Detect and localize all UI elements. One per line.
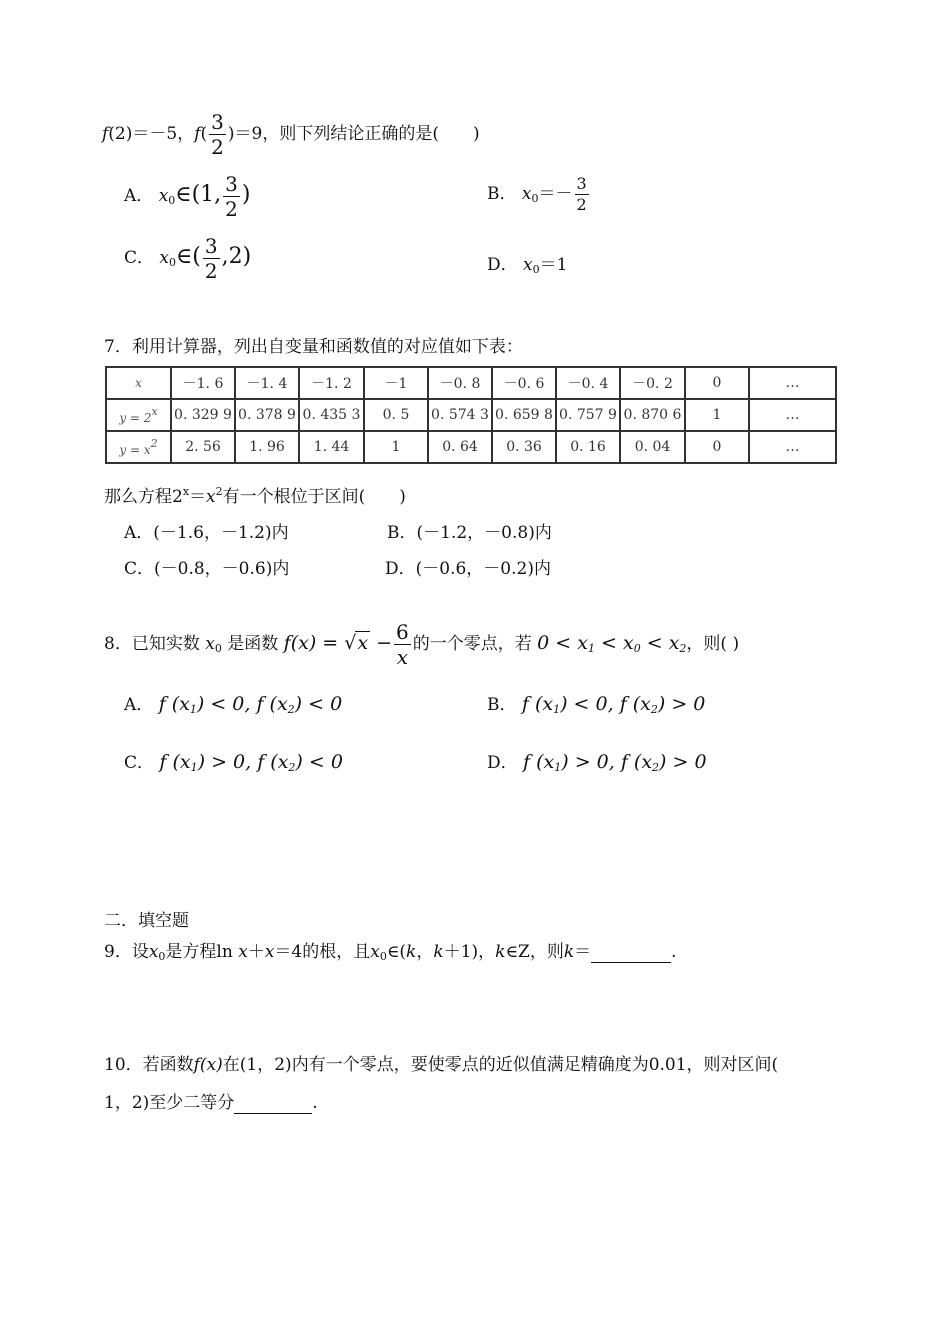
table-cell: －0. 6 [492, 367, 556, 399]
q6-option-d[interactable]: D． $x_0=1$ [487, 255, 568, 276]
table-cell: －1. 4 [235, 367, 299, 399]
table-cell: －0. 2 [620, 367, 685, 399]
row-label-y1: $y = 2^x$ [106, 399, 171, 431]
table-cell: －0. 4 [556, 367, 620, 399]
q7-option-c[interactable]: C．(－0.8，－0.6)内 [124, 559, 290, 579]
table-cell: … [749, 367, 836, 399]
table-cell: 2. 56 [171, 431, 235, 463]
table-cell: －1 [364, 367, 428, 399]
table-cell: －1. 6 [171, 367, 235, 399]
q9-answer-blank[interactable] [591, 942, 671, 963]
table-cell: 0. 5 [364, 399, 428, 431]
table-cell: 0 [685, 367, 749, 399]
table-cell: 1 [364, 431, 428, 463]
q9-stem: 9．设$x_0$是方程ln x＋x＝4的根，且$x_0\in(k$，k＋1)，k∈Z，则k＝ . [104, 942, 677, 963]
table-cell: 0. 329 9 [171, 399, 235, 431]
q8-option-d[interactable]: D． f $(x_1) > 0$, f $(x_2) > 0$ [487, 751, 707, 774]
table-cell: … [749, 431, 836, 463]
q7-option-b[interactable]: B．(－1.2，－0.8)内 [387, 523, 552, 543]
q8-option-b[interactable]: B． f $(x_1) < 0$, f $(x_2) > 0$ [487, 693, 706, 716]
table-cell: 0 [685, 431, 749, 463]
table-cell: 0. 870 6 [620, 399, 685, 431]
q6-option-a[interactable]: A． $x_0\in(1$, $\frac{3}{2}$ ) [124, 172, 251, 221]
q7-stem: 7．利用计算器，列出自变量和函数值的对应值如下表： [104, 337, 523, 357]
table-cell: 0. 378 9 [235, 399, 299, 431]
q8-option-c[interactable]: C． f $(x_1) > 0$, f $(x_2) < 0$ [124, 751, 343, 774]
table-cell: －0. 8 [428, 367, 492, 399]
q10-answer-blank[interactable] [234, 1093, 312, 1114]
section-title: 二．填空题 [104, 911, 189, 931]
table-cell: －1. 2 [299, 367, 364, 399]
table-row-x [106, 367, 836, 399]
table-cell: 0. 757 9 [556, 399, 620, 431]
table-cell: 1. 96 [235, 431, 299, 463]
q6-option-b[interactable]: B． $x_0=-$ $\frac{3}{2}$ [487, 174, 587, 214]
table-cell: 0. 659 8 [492, 399, 556, 431]
q7-value-table [105, 366, 837, 464]
q7-option-a[interactable]: A．(－1.6，－1.2)内 [124, 523, 289, 543]
q6-option-c[interactable]: C． $x_0\in$( $\frac{3}{2}$ ,2) [124, 234, 252, 283]
table-cell: 0. 435 3 [299, 399, 364, 431]
table-row-y-2x [106, 399, 836, 431]
q7-follow-up: 那么方程$2^x=x^2$有一个根位于区间( ) [104, 485, 406, 507]
table-cell: 0. 04 [620, 431, 685, 463]
q7-option-d[interactable]: D．(－0.6，－0.2)内 [385, 559, 551, 579]
q6-stem: f(2)＝－5，f( $\frac{3}{2}$ )＝9，则下列结论正确的是( ) [102, 110, 480, 159]
table-cell: 1. 44 [299, 431, 364, 463]
table-cell: 0. 36 [492, 431, 556, 463]
table-cell: 0. 574 3 [428, 399, 492, 431]
q8-option-a[interactable]: A． f $(x_1) < 0$, f $(x_2) < 0$ [124, 693, 343, 716]
table-cell: 1 [685, 399, 749, 431]
q10-line1: 10．若函数f(x)在(1，2)内有一个零点，要使零点的近似值满足精确度为0.01，则对区间( [104, 1055, 779, 1075]
row-label-x: x [106, 367, 171, 399]
row-label-y2: $y = x^2$ [106, 431, 171, 463]
q6-fraction: $\frac{3}{2}$ [211, 110, 224, 159]
q10-line2: 1，2)至少二等分 . [104, 1093, 318, 1113]
table-cell: 0. 16 [556, 431, 620, 463]
table-row-y-x2 [106, 431, 836, 463]
q8-stem: 8．已知实数 $x_0$ 是函数 f(x) = √x − $\frac{6}{x}$ 的一个零点，若 $0 < x_1 < x_0 < x_2$，则( ) [104, 620, 740, 669]
table-cell: … [749, 399, 836, 431]
table-cell: 0. 64 [428, 431, 492, 463]
q8-fraction: $\frac{6}{x}$ [396, 620, 409, 669]
